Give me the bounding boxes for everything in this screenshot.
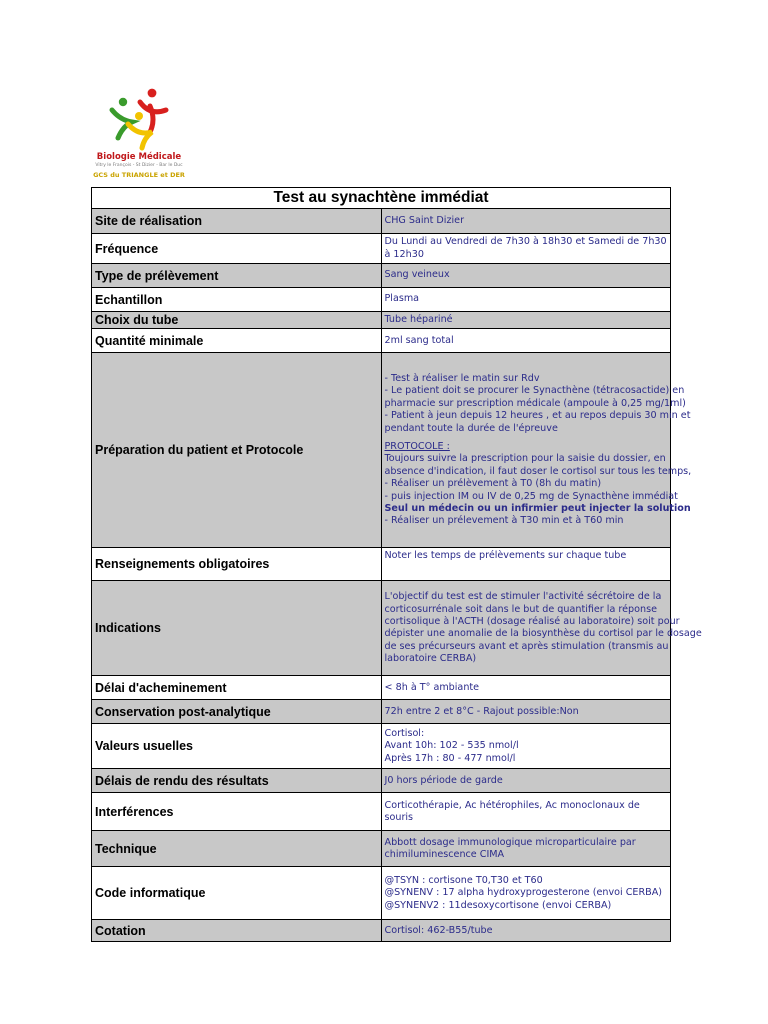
text-line: cortisolique à l'ACTH (dosage réalisé au laboratoire) soit pour [384,616,680,627]
text-line: - Réaliser un prélèvement à T0 (8h du matin) [384,478,602,490]
row-tube [92,312,671,329]
row-label: Conservation post-analytique [92,700,382,724]
text-line: L'objectif du test est de stimuler l'activité sécrétoire de la [384,591,662,603]
text-line: Avant 10h: 102 - 535 nmol/l [384,740,519,752]
text-line: - Test à réaliser le matin sur Rdv [384,372,540,384]
logo-title: Biologie Médicale [96,152,182,162]
text-line: laboratoire CERBA) [384,653,477,665]
text-line: Toujours suivre la prescription pour la saisie du dossier, en [384,453,666,465]
row-site [92,209,671,234]
row-value: Du Lundi au Vendredi de 7h30 à 18h30 et Samedi de 7h30 à 12h30 [381,234,671,264]
row-value [381,724,671,769]
lab-logo-figures-icon [106,86,172,152]
text-line: - Patient à jeun depuis 12 heures , et au repos depuis 30 min et [384,410,691,422]
row-value: Sang veineux [381,264,671,288]
row-label: Fréquence [92,234,382,264]
row-label: Technique [92,831,382,867]
text-line: de ses précurseurs avant et après stimulation (transmis au [384,640,669,652]
row-value: 2ml sang total [381,329,671,353]
row-conservation [92,700,671,724]
row-frequence [92,234,671,264]
row-quantite [92,329,671,353]
row-prelevement [92,264,671,288]
text-line: chimiluminescence CIMA [384,848,505,860]
row-label: Code informatique [92,867,382,920]
text-line: absence d'indication, il faut doser le cortisol sur tous les temps, [384,465,692,477]
lab-logo [90,86,188,182]
row-value: Plasma [381,288,671,312]
row-echantillon [92,288,671,312]
row-value: J0 hors période de garde [381,769,671,793]
row-value: < 8h à T° ambiante [381,676,671,700]
text-line: Abbott dosage immunologique microparticulaire par [384,836,636,848]
text-line: corticosurrénale soit dans le but de quantifier la réponse [384,603,657,615]
row-label: Délais de rendu des résultats [92,769,382,793]
row-value: Tube hépariné [381,312,671,329]
text-line: - Le patient doit se procurer le Synacthène (tétracosactide) en [384,385,685,397]
row-value: Noter les temps de prélèvements sur chaque tube [381,548,671,581]
text-line: pendant toute la durée de l'épreuve [384,422,558,434]
row-valeurs [92,724,671,769]
row-value: Cortisol: 462-B55/tube [381,920,671,942]
row-value [381,581,702,676]
row-cotation [92,920,671,942]
row-preparation [92,353,671,548]
row-label: Renseignements obligatoires [92,548,382,581]
row-label: Site de réalisation [92,209,382,234]
row-delai [92,676,671,700]
row-label: Préparation du patient et Protocole [92,353,382,548]
row-label: Choix du tube [92,312,382,329]
test-sheet-table [91,187,702,942]
row-label: Echantillon [92,288,382,312]
row-label: Cotation [92,920,382,942]
text-line: - puis injection IM ou IV de 0,25 mg de Synacthène immédiat [384,490,678,502]
text-line: Après 17h : 80 - 477 nmol/l [384,752,516,764]
row-value [381,831,671,867]
text-line: Cortisol: [384,727,425,739]
row-value [381,353,692,548]
protocole-heading: PROTOCOLE : [384,441,450,452]
text-line: @SYNENV2 : 11desoxycortisone (envoi CERBA) [384,899,612,911]
logo-sites: Vitry le François - St Dizier - Bar le Duc [95,163,183,168]
row-value: CHG Saint Dizier [381,209,671,234]
text-line: dépister une anomalie de la biosynthèse du cortisol par le dosage [384,628,702,640]
row-rendu [92,769,671,793]
row-label: Délai d'acheminement [92,676,382,700]
logo-gcs: GCS du TRIANGLE et DER [93,171,185,179]
row-indications [92,581,671,676]
row-label: Indications [92,581,382,676]
text-line: @SYNENV : 17 alpha hydroxyprogesterone (envoi CERBA) [384,887,663,899]
row-label: Quantité minimale [92,329,382,353]
warning-line: Seul un médecin ou un infirmier peut injecter la solution [384,503,691,515]
row-value: Corticothérapie, Ac hétérophiles, Ac monoclonaux de souris [381,793,671,831]
row-label: Valeurs usuelles [92,724,382,769]
row-code [92,867,671,920]
text-line: @TSYN : cortisone T0,T30 et T60 [384,874,543,886]
row-value [381,867,671,920]
row-renseignements [92,548,671,581]
text-line: - Réaliser un prélevement à T30 min et à T60 min [384,515,624,527]
row-value: 72h entre 2 et 8°C - Rajout possible:Non [381,700,671,724]
row-interferences [92,793,671,831]
row-label: Type de prélèvement [92,264,382,288]
row-label: Interférences [92,793,382,831]
row-technique [92,831,671,867]
sheet-title: Test au synachtène immédiat [92,188,671,209]
text-line: pharmacie sur prescription médicale (ampoule à 0,25 mg/1ml) [384,397,686,409]
